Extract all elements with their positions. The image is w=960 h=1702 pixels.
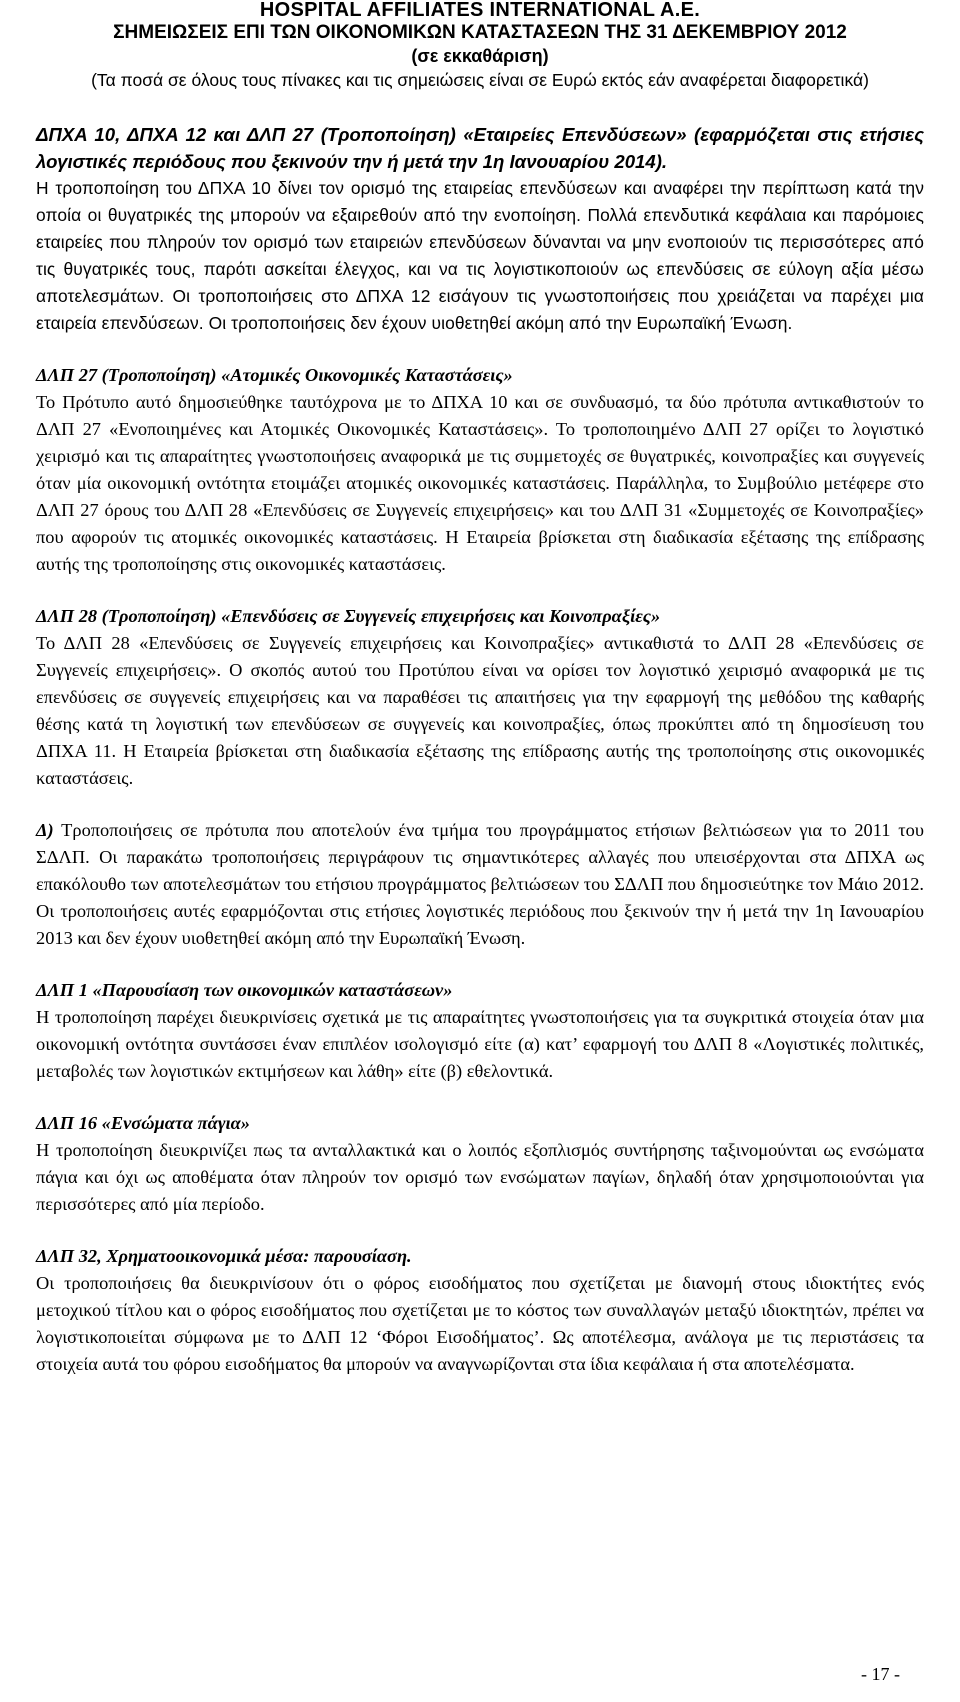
section-body: Η τροποποίηση του ΔΠΧΑ 10 δίνει τον ορισμό της εταιρείας επενδύσεων και αναφέρει την περίπτωση κατά την οποία οι θυγατρικές της μπορούν να εξαιρεθούν από την ενοποίηση. Πολλά επενδυτικά κεφάλαια και παρόμοιες εταιρείες που πληρούν τον ορισμό των εταιρειών επενδύσεων δύνανται να μην ενοποιούν τις περισσότερες από τις θυγατρικές τους, παρότι ασκείται έλεγχος, και να τις λογιστικοποιούν ως επενδύσεις σε εύλογη αξία μέσω αποτελεσμάτων. Οι τροποποιήσεις στο ΔΠΧΑ 12 εισάγουν τις γνωστοποιήσεις που χρειάζεται να παρέχει μια εταιρεία επενδύσεων. Οι τροποποιήσεις δεν έχουν υιοθετηθεί ακόμη από την Ευρωπαϊκή Ένωση. bbox=[36, 178, 924, 333]
section-title: ΔΛΠ 27 (Τροποποίηση) «Ατομικές Οικονομικές Καταστάσεις» bbox=[36, 365, 513, 385]
section-ias16 bbox=[36, 1110, 924, 1218]
section-ias27 bbox=[36, 362, 924, 578]
section-title: Δ) bbox=[36, 820, 54, 840]
section-ias1 bbox=[36, 977, 924, 1085]
notes-title: ΣΗΜΕΙΩΣΕΙΣ ΕΠΙ ΤΩΝ ΟΙΚΟΝΟΜΙΚΩΝ ΚΑΤΑΣΤΑΣΕΩΝ ΤΗΣ 31 ΔΕΚΕΜΒΡΙΟΥ 2012 bbox=[113, 22, 847, 43]
document-page bbox=[36, 0, 924, 1378]
liquidation-status: (σε εκκαθάριση) bbox=[411, 46, 549, 66]
section-body: Τροποποιήσεις σε πρότυπα που αποτελούν ένα τμήμα του προγράμματος ετήσιων βελτιώσεων για το 2011 του ΣΔΛΠ. Οι παρακάτω τροποποιήσεις περιγράφουν τις σημαντικότερες αλλαγές που υπεισέρχονται στα ΔΠΧΑ ως επακόλουθο των αποτελεσμάτων του ετήσιου προγράμματος βελτιώσεων του ΣΔΛΠ που δημοσιεύτηκε τον Μάιο 2012. Οι τροποποιήσεις αυτές εφαρμόζονται στις ετήσιες λογιστικές περιόδους που ξεκινούν την ή μετά την 1η Ιανουαρίου 2013 και δεν έχουν υιοθετηθεί ακόμη από την Ευρωπαϊκή Ένωση. bbox=[36, 820, 924, 948]
company-name: HOSPITAL AFFILIATES INTERNATIONAL A.E. bbox=[259, 0, 701, 21]
page-number: - 17 - bbox=[861, 1664, 900, 1684]
section-title: ΔΛΠ 16 «Ενσώματα πάγια» bbox=[36, 1113, 250, 1133]
section-body: Η τροποποίηση παρέχει διευκρινίσεις σχετικά με τις απαραίτητες γνωστοποιήσεις για τα συγκριτικά στοιχεία όταν μια οικονομική οντότητα συντάσσει έναν επιπλέον ισολογισμό είτε (α) κατ’ εφαρμογή του ΔΛΠ 8 «Λογιστικές πολιτικές, μεταβολές των λογιστικών εκτιμήσεων και λάθη» είτε (β) εθελοντικά. bbox=[36, 1007, 924, 1081]
currency-note: (Τα ποσά σε όλους τους πίνακες και τις σημειώσεις είναι σε Ευρώ εκτός εάν αναφέρεται διαφορετικά) bbox=[91, 70, 869, 90]
section-body: Η τροποποίηση διευκρινίζει πως τα ανταλλακτικά και ο λοιπός εξοπλισμός συντήρησης ταξινομούνται ως ενσώματα πάγια και όχι ως αποθέματα όταν πληρούν τον ορισμό των ενσώματων παγίων, δηλαδή όταν χρησιμοποιούνται για περισσότερες από μία περίοδο. bbox=[36, 1140, 924, 1214]
section-ifrs10 bbox=[36, 121, 924, 337]
section-title: ΔΛΠ 1 «Παρουσίαση των οικονομικών καταστάσεων» bbox=[36, 980, 453, 1000]
section-title: ΔΠΧΑ 10, ΔΠΧΑ 12 και ΔΛΠ 27 (Τροποποίηση) «Εταιρείες Επενδύσεων» (εφαρμόζεται στις ετήσιες λογιστικές περιόδους που ξεκινούν την ή μετά την 1η Ιανουαρίου 2014). bbox=[36, 124, 924, 172]
section-body: Οι τροποποιήσεις θα διευκρινίσουν ότι ο φόρος εισοδήματος που σχετίζεται με διανομή στους ιδιοκτήτες ενός μετοχικού τίτλου και ο φόρος εισοδήματος που σχετίζεται με το κόστος των συναλλαγών μεταξύ ιδιοκτητών, πρέπει να λογιστικοποιείται σύμφωνα με το ΔΛΠ 12 ‘Φόροι Εισοδήματος’. Ως αποτέλεσμα, ανάλογα με τις περιστάσεις τα στοιχεία αυτά του φόρου εισοδήματος θα μπορούν να αναγνωρίζονται στα ίδια κεφάλαια ή στα αποτελέσματα. bbox=[36, 1273, 924, 1374]
section-ias28 bbox=[36, 603, 924, 792]
section-body: Το ΔΛΠ 28 «Επενδύσεις σε Συγγενείς επιχειρήσεις και Κοινοπραξίες» αντικαθιστά το ΔΛΠ 28 «Επενδύσεις σε Συγγενείς επιχειρήσεις». Ο σκοπός αυτού του Προτύπου είναι να ορίσει τον λογιστικό χειρισμό αναφορικά με τις επενδύσεις σε συγγενείς επιχειρήσεις και να παραθέσει τις απαιτήσεις για την εφαρμογή της μεθόδου της καθαρής θέσης κατά τη λογιστική των επενδύσεων σε συγγενείς και κοινοπραξίες, όπως προκύπτει από τη δημοσίευση του ΔΠΧΑ 11. Η Εταιρεία βρίσκεται στη διαδικασία εξέτασης της επίδρασης αυτής της τροποποίησης στις οικονομικές καταστάσεις. bbox=[36, 633, 924, 788]
section-delta bbox=[36, 817, 924, 952]
section-ias32 bbox=[36, 1243, 924, 1378]
section-body: Το Πρότυπο αυτό δημοσιεύθηκε ταυτόχρονα με το ΔΠΧΑ 10 και σε συνδυασμό, τα δύο πρότυπα αντικαθιστούν το ΔΛΠ 27 «Ενοποιημένες και Ατομικές Οικονομικές Καταστάσεις». Το τροποποιημένο ΔΛΠ 27 ορίζει το λογιστικό χειρισμό και τις απαραίτητες γνωστοποιήσεις αναφορικά με τις συμμετοχές σε θυγατρικές, κοινοπραξίες και συγγενείς όταν μία οικονομική οντότητα ετοιμάζει ατομικές οικονομικές καταστάσεις. Παράλληλα, το Συμβούλιο μετέφερε στο ΔΛΠ 27 όρους του ΔΛΠ 28 «Επενδύσεις σε Συγγενείς επιχειρήσεις» και του ΔΛΠ 31 «Συμμετοχές σε Κοινοπραξίες» που αφορούν τις ατομικές οικονομικές καταστάσεις. Η Εταιρεία βρίσκεται στη διαδικασία εξέτασης της επίδρασης αυτής της τροποποίησης στις οικονομικές καταστάσεις. bbox=[36, 392, 924, 574]
section-title: ΔΛΠ 32, Χρηματοοικονομικά μέσα: παρουσίαση. bbox=[36, 1246, 412, 1266]
section-title: ΔΛΠ 28 (Τροποποίηση) «Επενδύσεις σε Συγγενείς επιχειρήσεις και Κοινοπραξίες» bbox=[36, 606, 661, 626]
